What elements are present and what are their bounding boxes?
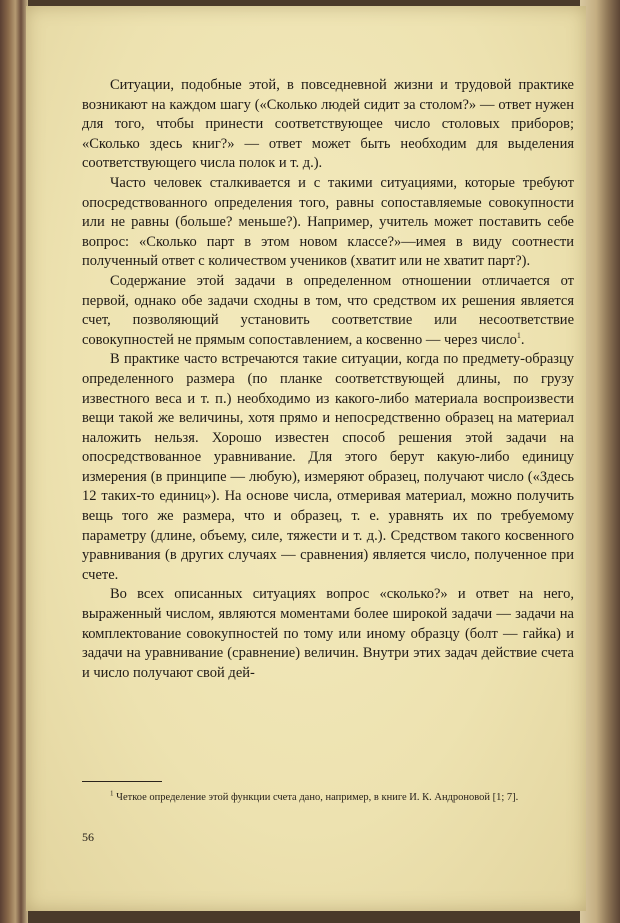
footnote-reference: 1 [516,330,521,340]
paragraph-4: В практике часто встречаются такие ситуации, когда по предмету-образцу определенного размера (по планке соответствующей длины, по грузу известного веса и т. п.) необходимо из какого-либо материала воспроизвести вещи такой же величины, хотя прямо и непосредственно образец на материал наложить нельзя. Хорошо известен способ решения этой задачи на опосредствованное уравнивание. Для этого берут какую-либо единицу измерения (в принципе — любую), измеряют образец, получают число («Здесь 12 таких-то единиц»). На основе числа, отмеривая материал, можно получить вещь того же размера, что и образец, т. е. уравнять их по требуемому параметру (длине, объему, силе, тяжести и т. д.). Средством такого косвенного уравнивания (в других случаях — сравнения) является число, полученное при счете. [82,351,574,583]
footnote-text: Четкое определение этой функции счета дано, например, в книге И. К. Андроновой [1; 7]. [116,792,519,803]
book-edge-right [580,0,620,923]
book-page [26,6,586,911]
body-text [82,76,574,683]
page-number: 56 [82,830,94,844]
book-edge-left [0,0,28,923]
paragraph-2: Часто человек сталкивается и с такими ситуациями, которые требуют опосредствованного определения того, равны сопоставляемые совокупности или не равны (больше? меньше?). Например, учитель может поставить себе вопрос: «Сколько парт в этом новом классе?»—имея в виду соотнести полученный ответ с количеством учеников (хватит или не хватит парт?). [82,174,574,270]
footnote [82,791,574,805]
paragraph-3: Содержание этой задачи в определенном отношении отличается от первой, однако обе задачи сходны в том, что средством их решения является счет, позволяющий установить соответствие или несоответствие совокупностей не прямым сопоставлением, а косвенно — через число$^1$. [82,272,574,348]
paragraph-5: Во всех описанных ситуациях вопрос «сколько?» и ответ на него, выраженный числом, являются моментами более широкой задачи — задачи на комплектование совокупностей по тому или иному образцу (болт — гайка) и задачи на уравнивание (сравнение) величин. Внутри этих задач действие счета и число получают свой дей- [82,586,574,681]
footnote-divider [82,781,162,782]
paragraph-1: Ситуации, подобные этой, в повседневной жизни и трудовой практике возникают на каждом шагу («Сколько людей сидит за столом?» — ответ нужен для того, чтобы принести соответствующее число столовых приборов; «Сколько здесь книг?» — ответ может быть необходим для выделения соответствующего числа полок и т. д.). [82,77,574,172]
paragraph-3-text: Содержание этой задачи в определенном отношении отличается от первой, однако обе задачи сходны в том, что средством их решения является счет, позволяющий установить соответствие или несоответствие совокупностей не прямым сопоставлением, а косвенно — через число [82,272,574,348]
footnote-marker: 1 [110,789,114,798]
